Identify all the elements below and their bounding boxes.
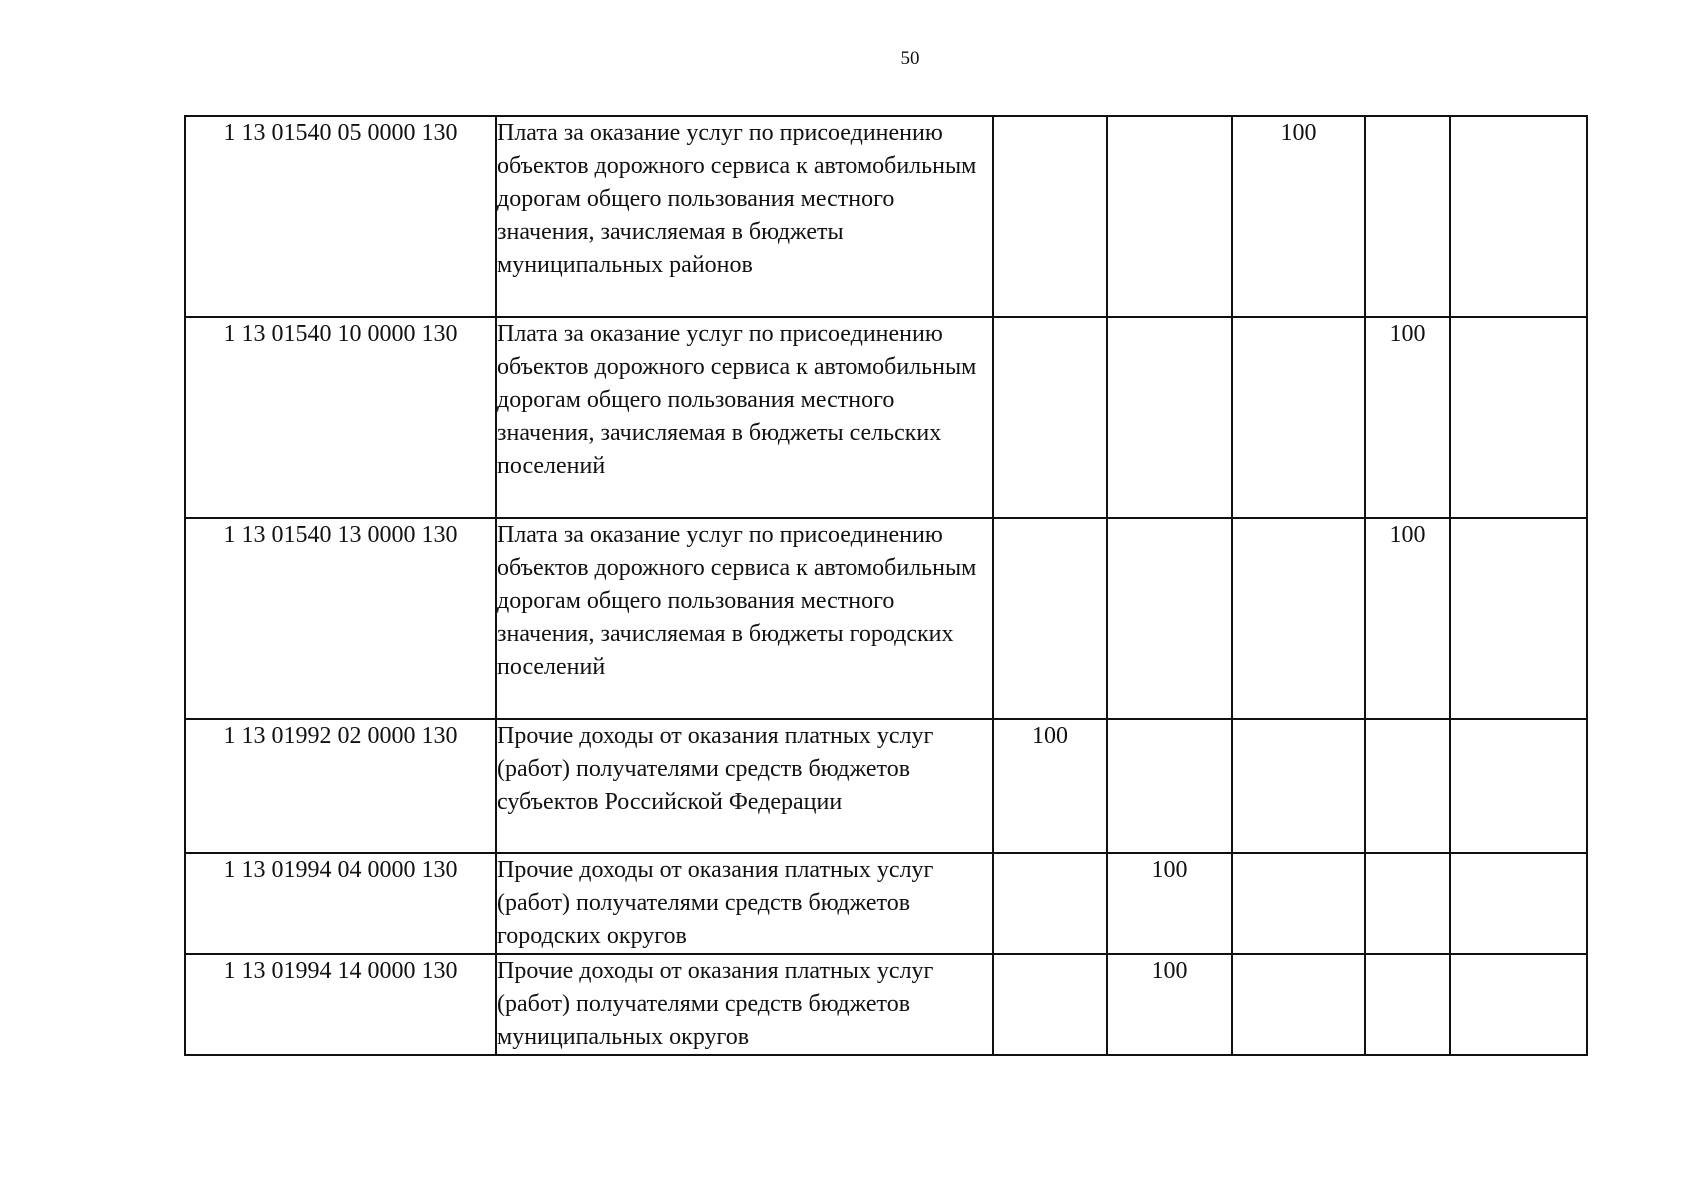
value-cell: 100 <box>1107 853 1232 954</box>
table-row <box>185 954 1587 1055</box>
table-row <box>185 317 1587 518</box>
revenue-code-cell: 1 13 01540 13 0000 130 <box>185 518 496 719</box>
value-cell <box>1232 853 1365 954</box>
table-row <box>185 719 1587 853</box>
page-number: 50 <box>900 48 920 69</box>
revenue-code-cell: 1 13 01540 05 0000 130 <box>185 116 496 317</box>
value-cell <box>1107 518 1232 719</box>
revenue-code-cell: 1 13 01994 14 0000 130 <box>185 954 496 1055</box>
value-cell <box>993 954 1107 1055</box>
value-cell <box>1232 317 1365 518</box>
value-cell <box>993 518 1107 719</box>
value-cell <box>1107 719 1232 853</box>
table-row <box>185 853 1587 954</box>
value-cell <box>1365 116 1450 317</box>
value-cell <box>1450 853 1587 954</box>
value-cell <box>1107 116 1232 317</box>
value-cell <box>1450 518 1587 719</box>
value-cell <box>1232 719 1365 853</box>
revenue-description-cell: Прочие доходы от оказания платных услуг (работ) получателями средств бюджетов муниципальных округов <box>496 954 993 1055</box>
value-cell <box>1450 317 1587 518</box>
value-cell <box>1450 954 1587 1055</box>
value-cell <box>1107 317 1232 518</box>
table-row <box>185 518 1587 719</box>
table-row <box>185 116 1587 317</box>
value-cell <box>1450 116 1587 317</box>
value-cell: 100 <box>1232 116 1365 317</box>
revenue-code-cell: 1 13 01994 04 0000 130 <box>185 853 496 954</box>
value-cell <box>993 116 1107 317</box>
revenue-description-cell: Прочие доходы от оказания платных услуг (работ) получателями средств бюджетов городских округов <box>496 853 993 954</box>
revenue-distribution-table <box>184 115 1588 1056</box>
value-cell <box>1450 719 1587 853</box>
value-cell <box>1365 719 1450 853</box>
revenue-description-cell: Плата за оказание услуг по присоединению объектов дорожного сервиса к автомобильным дорогам общего пользования местного значения, зачисляемая в бюджеты муниципальных районов <box>496 116 993 317</box>
value-cell: 100 <box>1365 518 1450 719</box>
value-cell <box>993 317 1107 518</box>
revenue-description-cell: Плата за оказание услуг по присоединению объектов дорожного сервиса к автомобильным дорогам общего пользования местного значения, зачисляемая в бюджеты сельских поселений <box>496 317 993 518</box>
value-cell <box>1232 954 1365 1055</box>
value-cell <box>1365 954 1450 1055</box>
value-cell: 100 <box>993 719 1107 853</box>
value-cell: 100 <box>1365 317 1450 518</box>
value-cell <box>1365 853 1450 954</box>
value-cell <box>1232 518 1365 719</box>
revenue-code-cell: 1 13 01540 10 0000 130 <box>185 317 496 518</box>
revenue-description-cell: Прочие доходы от оказания платных услуг (работ) получателями средств бюджетов субъектов Российской Федерации <box>496 719 993 853</box>
revenue-code-cell: 1 13 01992 02 0000 130 <box>185 719 496 853</box>
value-cell: 100 <box>1107 954 1232 1055</box>
value-cell <box>993 853 1107 954</box>
revenue-description-cell: Плата за оказание услуг по присоединению объектов дорожного сервиса к автомобильным дорогам общего пользования местного значения, зачисляемая в бюджеты городских поселений <box>496 518 993 719</box>
